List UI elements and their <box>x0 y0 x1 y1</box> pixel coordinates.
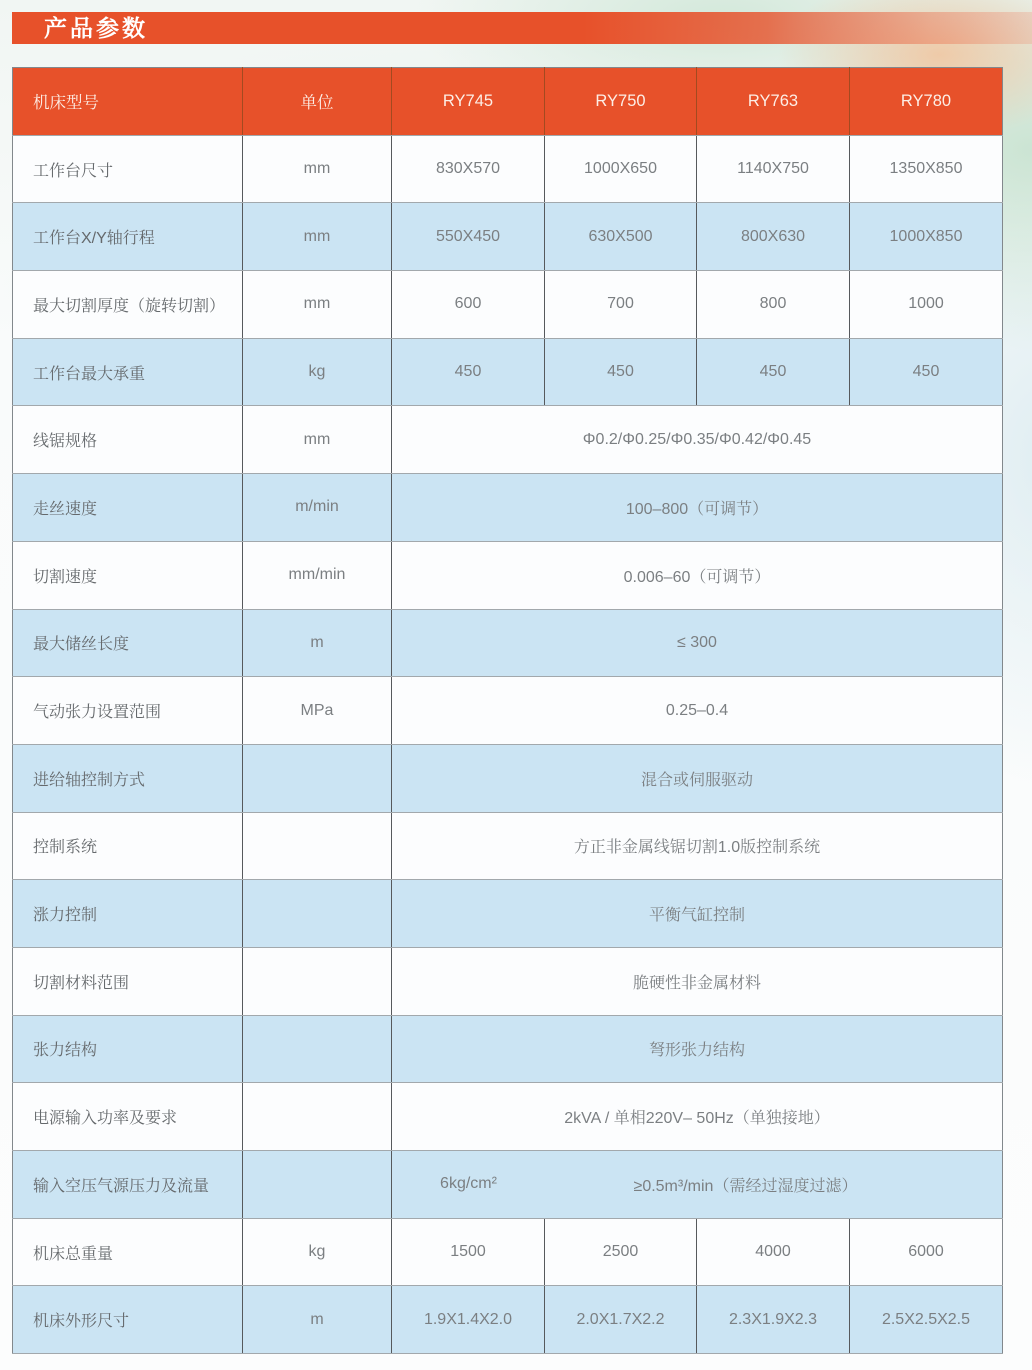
row-label-cell: 切割材料范围 <box>13 947 243 1015</box>
value-cell: 550X450 <box>392 203 545 271</box>
merged-value-cell: ≤ 300 <box>392 609 1003 677</box>
row-label-cell: 气动张力设置范围 <box>13 677 243 745</box>
unit-cell <box>243 812 392 880</box>
value-cell: 830X570 <box>392 135 545 203</box>
merged-value-cell: Φ0.2/Φ0.25/Φ0.35/Φ0.42/Φ0.45 <box>392 406 1003 474</box>
split-value-wrap <box>392 1173 1002 1196</box>
table-row <box>13 541 1003 609</box>
unit-cell: MPa <box>243 677 392 745</box>
value-cell: 450 <box>850 338 1003 406</box>
value-cell: 1000X650 <box>545 135 697 203</box>
unit-cell: m <box>243 1286 392 1354</box>
unit-cell <box>243 880 392 948</box>
merged-value-cell: 0.006–60（可调节） <box>392 541 1003 609</box>
merged-value-cell: 100–800（可调节） <box>392 474 1003 542</box>
table-row <box>13 880 1003 948</box>
value-cell: 1500 <box>392 1218 545 1286</box>
row-label-cell: 工作台尺寸 <box>13 135 243 203</box>
unit-cell <box>243 1083 392 1151</box>
row-label-cell: 工作台最大承重 <box>13 338 243 406</box>
row-label-cell: 涨力控制 <box>13 880 243 948</box>
row-label-cell: 工作台X/Y轴行程 <box>13 203 243 271</box>
value-cell: 2.0X1.7X2.2 <box>545 1286 697 1354</box>
table-row <box>13 677 1003 745</box>
unit-cell: mm <box>243 135 392 203</box>
header-model-ry763: RY763 <box>697 68 850 136</box>
row-label-cell: 进给轴控制方式 <box>13 744 243 812</box>
table-row <box>13 203 1003 271</box>
value-cell: 600 <box>392 271 545 339</box>
header-model-ry750: RY750 <box>545 68 697 136</box>
unit-cell: kg <box>243 1218 392 1286</box>
value-cell: 1350X850 <box>850 135 1003 203</box>
row-label-cell: 走丝速度 <box>13 474 243 542</box>
value-cell: 4000 <box>697 1218 850 1286</box>
merged-value-cell: 脆硬性非金属材料 <box>392 947 1003 1015</box>
unit-cell: kg <box>243 338 392 406</box>
page-title: 产品参数 <box>44 14 148 41</box>
row-label-cell: 最大储丝长度 <box>13 609 243 677</box>
value-cell: 2.5X2.5X2.5 <box>850 1286 1003 1354</box>
table-row <box>13 1286 1003 1354</box>
unit-cell <box>243 1015 392 1083</box>
value-cell: 1000X850 <box>850 203 1003 271</box>
row-label-cell: 电源输入功率及要求 <box>13 1083 243 1151</box>
unit-cell: mm <box>243 271 392 339</box>
table-row <box>13 744 1003 812</box>
row-label-cell: 机床外形尺寸 <box>13 1286 243 1354</box>
table-row <box>13 338 1003 406</box>
value-flow: ≥0.5m³/min（需经过湿度过滤） <box>633 1177 858 1195</box>
table-row <box>13 1015 1003 1083</box>
unit-cell: mm <box>243 203 392 271</box>
value-cell: 700 <box>545 271 697 339</box>
row-label-cell: 张力结构 <box>13 1015 243 1083</box>
value-cell: 450 <box>545 338 697 406</box>
unit-cell <box>243 1151 392 1219</box>
table-row <box>13 947 1003 1015</box>
row-label-cell: 控制系统 <box>13 812 243 880</box>
value-cell: 2.3X1.9X2.3 <box>697 1286 850 1354</box>
table-row <box>13 609 1003 677</box>
value-pressure: 6kg/cm² <box>440 1175 497 1193</box>
value-cell: 1000 <box>850 271 1003 339</box>
table-row <box>13 406 1003 474</box>
header-row <box>13 68 1003 136</box>
unit-cell: m <box>243 609 392 677</box>
merged-value-cell: 平衡气缸控制 <box>392 880 1003 948</box>
unit-cell: mm/min <box>243 541 392 609</box>
value-cell: 1.9X1.4X2.0 <box>392 1286 545 1354</box>
header-model-ry745: RY745 <box>392 68 545 136</box>
unit-cell <box>243 744 392 812</box>
table-row <box>13 812 1003 880</box>
row-label-cell: 最大切割厚度（旋转切割） <box>13 271 243 339</box>
row-label-cell: 机床总重量 <box>13 1218 243 1286</box>
merged-value-cell <box>392 1151 1003 1219</box>
table-row <box>13 474 1003 542</box>
spec-table-header <box>13 68 1003 136</box>
row-label-cell: 输入空压气源压力及流量 <box>13 1151 243 1219</box>
product-params-banner <box>12 12 1032 44</box>
unit-cell <box>243 947 392 1015</box>
merged-value-cell: 2kVA / 单相220V– 50Hz（单独接地） <box>392 1083 1003 1151</box>
row-label-cell: 切割速度 <box>13 541 243 609</box>
table-row <box>13 1083 1003 1151</box>
spec-table-body <box>13 135 1003 1353</box>
value-cell: 800 <box>697 271 850 339</box>
value-cell: 630X500 <box>545 203 697 271</box>
unit-cell: m/min <box>243 474 392 542</box>
spec-table <box>12 67 1003 1354</box>
value-cell: 2500 <box>545 1218 697 1286</box>
table-row <box>13 271 1003 339</box>
header-unit-label: 单位 <box>243 68 392 136</box>
table-row <box>13 135 1003 203</box>
unit-cell: mm <box>243 406 392 474</box>
row-label-cell: 线锯规格 <box>13 406 243 474</box>
table-row <box>13 1151 1003 1219</box>
merged-value-cell: 方正非金属线锯切割1.0版控制系统 <box>392 812 1003 880</box>
header-model-ry780: RY780 <box>850 68 1003 136</box>
value-cell: 450 <box>697 338 850 406</box>
header-model-label: 机床型号 <box>13 68 243 136</box>
merged-value-cell: 混合或伺服驱动 <box>392 744 1003 812</box>
value-cell: 800X630 <box>697 203 850 271</box>
merged-value-cell: 弩形张力结构 <box>392 1015 1003 1083</box>
table-row <box>13 1218 1003 1286</box>
value-cell: 1140X750 <box>697 135 850 203</box>
value-cell: 450 <box>392 338 545 406</box>
merged-value-cell: 0.25–0.4 <box>392 677 1003 745</box>
value-cell: 6000 <box>850 1218 1003 1286</box>
